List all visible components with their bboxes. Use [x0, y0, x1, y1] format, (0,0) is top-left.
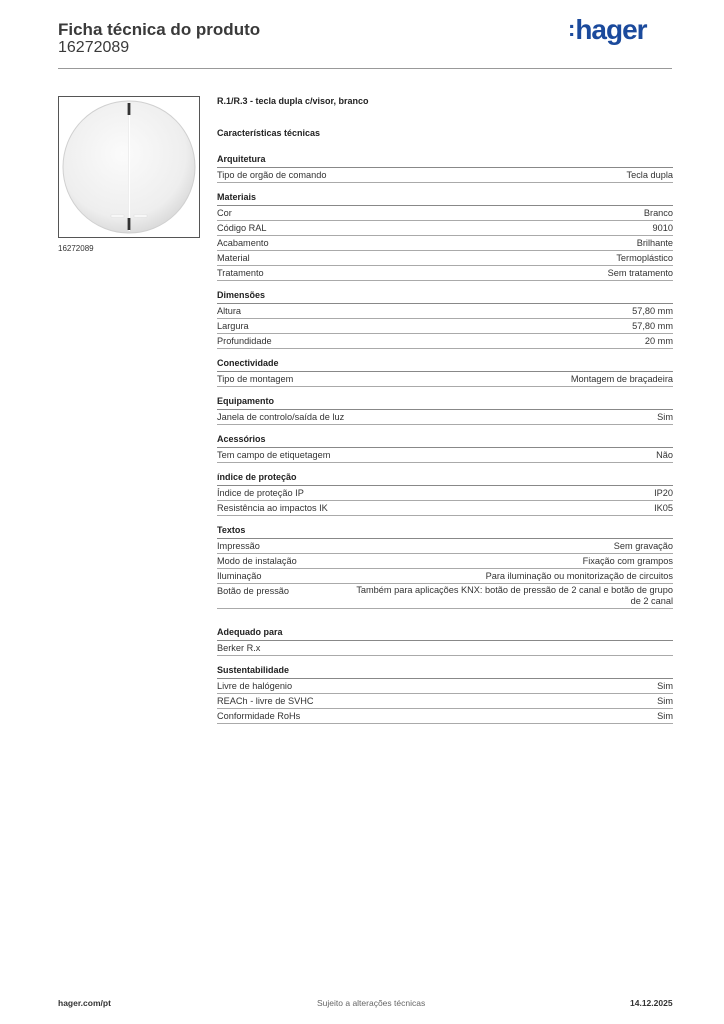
spec-row [217, 709, 673, 724]
section-title: Acessórios [217, 434, 673, 448]
spec-value: Branco [643, 208, 673, 218]
spec-label: Botão de pressão [217, 586, 290, 596]
section-title: Dimensões [217, 290, 673, 304]
spec-row [217, 679, 673, 694]
spec-label: Impressão [217, 541, 260, 551]
spec-label: Berker R.x [217, 643, 261, 653]
product-image [58, 96, 200, 238]
spec-row [217, 486, 673, 501]
spec-row [217, 554, 673, 569]
spec-section [217, 627, 673, 656]
spec-label: Acabamento [217, 238, 269, 248]
spec-value: Termoplástico [616, 253, 673, 263]
section-title: Sustentabilidade [217, 665, 673, 679]
spec-content [217, 96, 673, 733]
spec-value: Também para aplicações KNX: botão de pressão de 2 canal e botão de grupo de 2 canal [356, 585, 673, 606]
spec-section [217, 396, 673, 425]
spec-value: 20 mm [644, 336, 673, 346]
spec-row [217, 694, 673, 709]
spec-row [217, 372, 673, 387]
spec-row [217, 641, 673, 656]
spec-label: Índice de proteção IP [217, 488, 304, 498]
spec-value: Sem gravação [613, 541, 673, 551]
section-title: Arquitetura [217, 154, 673, 168]
spec-row [217, 266, 673, 281]
spec-value: Tecla dupla [626, 170, 673, 180]
spec-label: Livre de halógenio [217, 681, 293, 691]
spec-value: Brilhante [636, 238, 673, 248]
spec-section [217, 525, 673, 609]
section-title: Materiais [217, 192, 673, 206]
page-title: Ficha técnica do produto [58, 20, 261, 39]
spec-label: Código RAL [217, 223, 267, 233]
spec-label: Modo de instalação [217, 556, 297, 566]
section-title: Adequado para [217, 627, 673, 641]
spec-section [217, 472, 673, 516]
main-section-title: Características técnicas [217, 128, 321, 138]
spec-label: Resistência ao impactos IK [217, 503, 328, 513]
header-divider [58, 68, 672, 69]
section-title: Equipamento [217, 396, 673, 410]
spec-label: Altura [217, 306, 242, 316]
spec-label: Conformidade RoHs [217, 711, 301, 721]
spec-row [217, 410, 673, 425]
spec-value: Sim [657, 681, 673, 691]
spec-value: Sem tratamento [607, 268, 673, 278]
spec-row [217, 236, 673, 251]
spec-label: Tratamento [217, 268, 264, 278]
spec-row [217, 539, 673, 554]
spec-label: Largura [217, 321, 249, 331]
spec-row [217, 501, 673, 516]
spec-label: Janela de controlo/saída de luz [217, 412, 345, 422]
spec-value: 9010 [652, 223, 673, 233]
product-image-caption: 16272089 [58, 244, 94, 253]
spec-row [217, 319, 673, 334]
spec-label: REACh - livre de SVHC [217, 696, 314, 706]
spec-row [217, 304, 673, 319]
spec-value: Sim [657, 412, 673, 422]
spec-value: Não [656, 450, 673, 460]
spec-value: IK05 [654, 503, 673, 513]
footer-date: 14.12.2025 [630, 998, 673, 1008]
spec-row [217, 569, 673, 584]
spec-section [217, 290, 673, 349]
spec-value: 57,80 mm [632, 321, 673, 331]
spec-section [217, 434, 673, 463]
spec-sections [217, 154, 673, 724]
spec-label: Tipo de montagem [217, 374, 294, 384]
footer-website[interactable]: hager.com/pt [58, 998, 111, 1008]
spec-label: Cor [217, 208, 232, 218]
footer-note: Sujeito a alterações técnicas [317, 998, 426, 1008]
spec-row [217, 334, 673, 349]
spec-value: Fixação com grampos [582, 556, 673, 566]
spec-label: Material [217, 253, 250, 263]
spec-label: Tipo de orgão de comando [217, 170, 327, 180]
spec-value: Sim [657, 711, 673, 721]
spec-section [217, 665, 673, 724]
section-title: Conectividade [217, 358, 673, 372]
spec-row [217, 448, 673, 463]
product-code: 16272089 [58, 39, 130, 56]
spec-value: IP20 [654, 488, 673, 498]
section-title: índice de proteção [217, 472, 673, 486]
spec-label: Iluminação [217, 571, 262, 581]
logo-text: hager [575, 14, 647, 45]
logo-dots-icon: : [568, 16, 575, 41]
spec-value: Montagem de braçadeira [570, 374, 673, 384]
spec-section [217, 358, 673, 387]
spec-section [217, 154, 673, 183]
spec-row [217, 251, 673, 266]
product-description: R.1/R.3 - tecla dupla c/visor, branco [217, 96, 369, 106]
rocker-switch-icon [59, 97, 199, 237]
spec-row [217, 584, 673, 609]
hager-logo [568, 14, 647, 46]
spec-label: Profundidade [217, 336, 272, 346]
spec-row [217, 221, 673, 236]
spec-label: Tem campo de etiquetagem [217, 450, 331, 460]
spec-value: Para iluminação ou monitorização de circuitos [485, 571, 673, 581]
section-title: Textos [217, 525, 673, 539]
spec-section [217, 192, 673, 281]
spec-value: Sim [657, 696, 673, 706]
spec-row [217, 168, 673, 183]
spec-value: 57,80 mm [632, 306, 673, 316]
spec-row [217, 206, 673, 221]
